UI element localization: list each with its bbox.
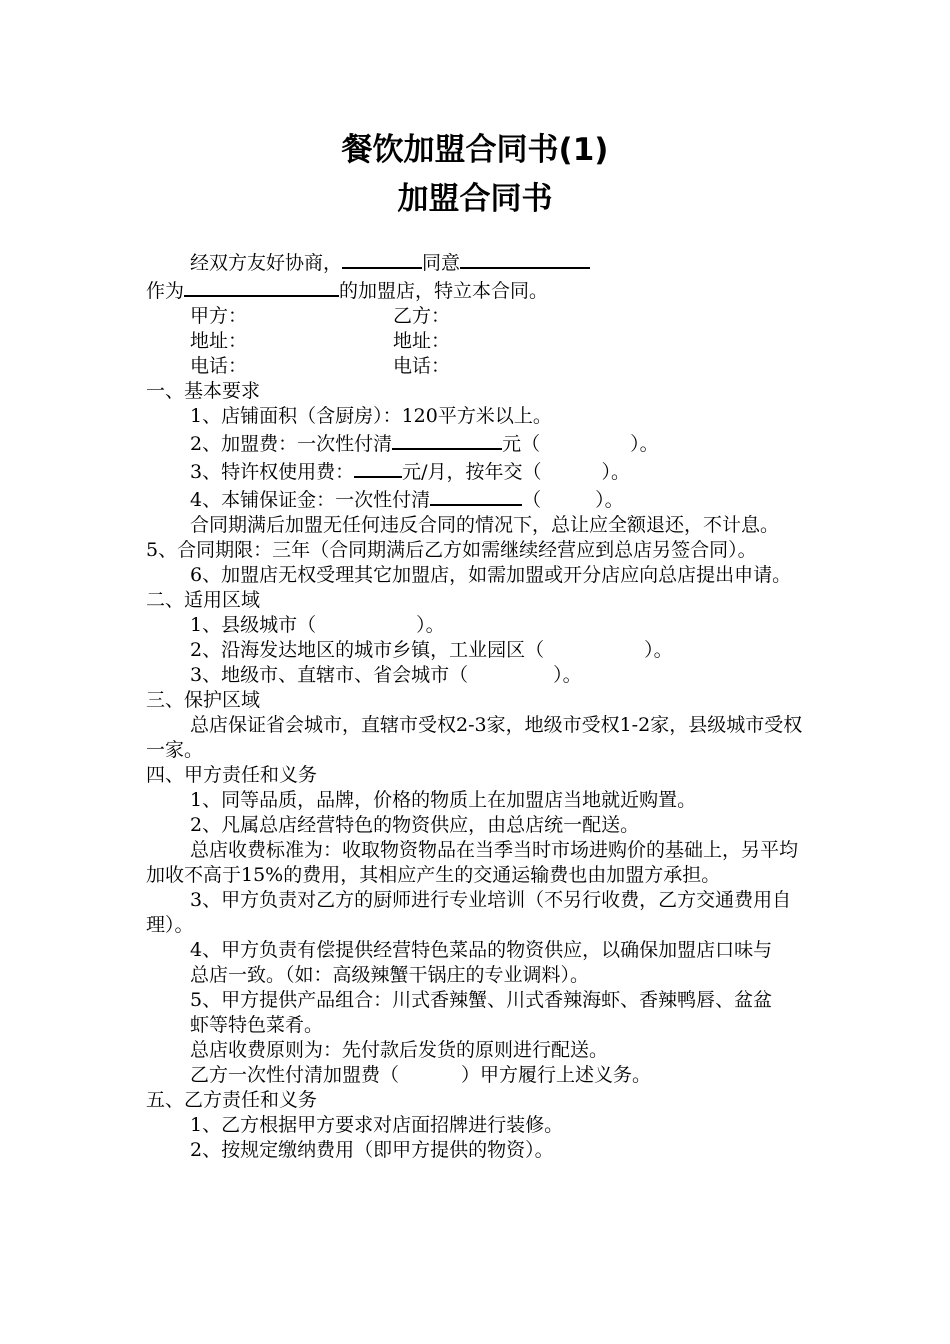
sec1-item-1: 1、店铺面积（含厨房）：120平方米以上。 <box>190 405 552 427</box>
sec1-item-3-b: 元/月，按年交（ <box>402 461 542 483</box>
phone-row <box>146 354 808 379</box>
blank-party-a <box>342 248 422 269</box>
document-subtitle: 加盟合同书 <box>397 181 553 217</box>
sec1-item-6: 6、加盟店无权受理其它加盟店，如需加盟或开分店应向总店提出申请。 <box>190 564 792 586</box>
sec4-item-7: 总店收费原则为：先付款后发货的原则进行配送。 <box>190 1039 609 1061</box>
party-b-address-label: 地址： <box>393 330 451 352</box>
sec2-item-2-a: 2、沿海发达地区的城市乡镇，工业园区（ <box>190 639 545 661</box>
sec2-item-2 <box>146 638 808 663</box>
blank-party-b <box>460 248 590 269</box>
sec5-item-2: 2、按规定缴纳费用（即甲方提供的物资）。 <box>190 1139 554 1161</box>
intro-text-4: 的加盟店，特立本合同。 <box>339 280 549 302</box>
sec2-item-2-b: ）。 <box>644 639 673 661</box>
party-a-address-label: 地址： <box>190 330 248 352</box>
party-row <box>146 304 808 329</box>
blank-royalty-fee <box>354 457 402 478</box>
sec4-item-6: 5、甲方提供产品组合：川式香辣蟹、川式香辣海虾、香辣鸭唇、盆盆虾等特色菜肴。 <box>190 989 773 1036</box>
sec1-item-4 <box>146 485 808 513</box>
sec1-item-2-b: 元（ <box>502 433 541 455</box>
sec4-item-2: 2、凡属总店经营特色的物资供应，由总店统一配送。 <box>190 814 640 836</box>
intro-text-1: 经双方友好协商， <box>190 252 343 274</box>
party-b-phone-label: 电话： <box>393 355 451 377</box>
document-title: 餐饮加盟合同书(1) <box>341 132 609 168</box>
contract-body <box>146 248 808 1163</box>
section-heading-4: 四、甲方责任和义务 <box>146 764 318 786</box>
sec4-item-8-a: 乙方一次性付清加盟费（ <box>190 1064 400 1086</box>
sec5-item-1: 1、乙方根据甲方要求对店面招牌进行装修。 <box>190 1114 564 1136</box>
sec1-item-2 <box>146 429 808 457</box>
blank-deposit <box>430 485 522 506</box>
sec2-item-3 <box>146 663 808 688</box>
blank-franchise-fee <box>392 429 502 450</box>
sec4-item-1: 1、同等品质，品牌，价格的物质上在加盟店当地就近购置。 <box>190 789 697 811</box>
party-b-label: 乙方： <box>393 305 451 327</box>
section-heading-5: 五、乙方责任和义务 <box>146 1089 318 1111</box>
sec1-item-2-a: 2、加盟费：一次性付清 <box>190 433 393 455</box>
sec4-item-8 <box>146 1063 808 1088</box>
blank-store <box>184 276 339 297</box>
sec1-item-4-b: （ <box>522 489 542 511</box>
intro-line-2 <box>146 276 808 304</box>
sec1-item-2-c: ）。 <box>630 433 659 455</box>
sec1-item-4-a: 4、本铺保证金：一次性付清 <box>190 489 431 511</box>
sec1-item-3 <box>146 457 808 485</box>
sec4-item-4: 3、甲方负责对乙方的厨师进行专业培训（不另行收费，乙方交通费用自理）。 <box>146 889 792 936</box>
sec1-item-3-a: 3、特许权使用费： <box>190 461 355 483</box>
intro-text-2: 同意 <box>422 252 461 274</box>
sec4-item-5: 4、甲方负责有偿提供经营特色菜品的物资供应，以确保加盟店口味与总店一致。（如：高级辣蟹干锅庄的专业调料）。 <box>190 939 773 986</box>
sec4-item-3: 总店收费标准为：收取物资物品在当季当时市场进购价的基础上，另平均加收不高于15%的费用，其相应产生的交通运输费也由加盟方承担。 <box>146 839 799 886</box>
section-heading-2: 二、适用区域 <box>146 589 261 611</box>
sec3-item-1: 总店保证省会城市，直辖市受权2-3家，地级市受权1-2家，县级城市受权一家。 <box>146 714 803 761</box>
sec1-item-5: 合同期满后加盟无任何违反合同的情况下，总让应全额退还，不计息。5、合同期限：三年（合同期满后乙方如需继续经营应到总店另签合同）。 <box>146 514 780 561</box>
sec2-item-1-b: ）。 <box>416 614 445 636</box>
sec2-item-1 <box>146 613 808 638</box>
section-heading-1: 一、基本要求 <box>146 380 261 402</box>
section-heading-3: 三、保护区域 <box>146 689 261 711</box>
sec4-item-8-b: ）甲方履行上述义务。 <box>461 1064 652 1086</box>
sec1-item-4-c: ）。 <box>595 489 624 511</box>
intro-line-1 <box>146 248 808 276</box>
sec2-item-1-a: 1、县级城市（ <box>190 614 317 636</box>
sec1-item-3-c: ）。 <box>601 461 631 483</box>
sec2-item-3-b: ）。 <box>553 664 582 686</box>
address-row <box>146 329 808 354</box>
intro-text-3: 作为 <box>146 280 185 302</box>
party-a-label: 甲方： <box>190 305 248 327</box>
sec2-item-3-a: 3、地级市、直辖市、省会城市（ <box>190 664 469 686</box>
party-a-phone-label: 电话： <box>190 355 248 377</box>
